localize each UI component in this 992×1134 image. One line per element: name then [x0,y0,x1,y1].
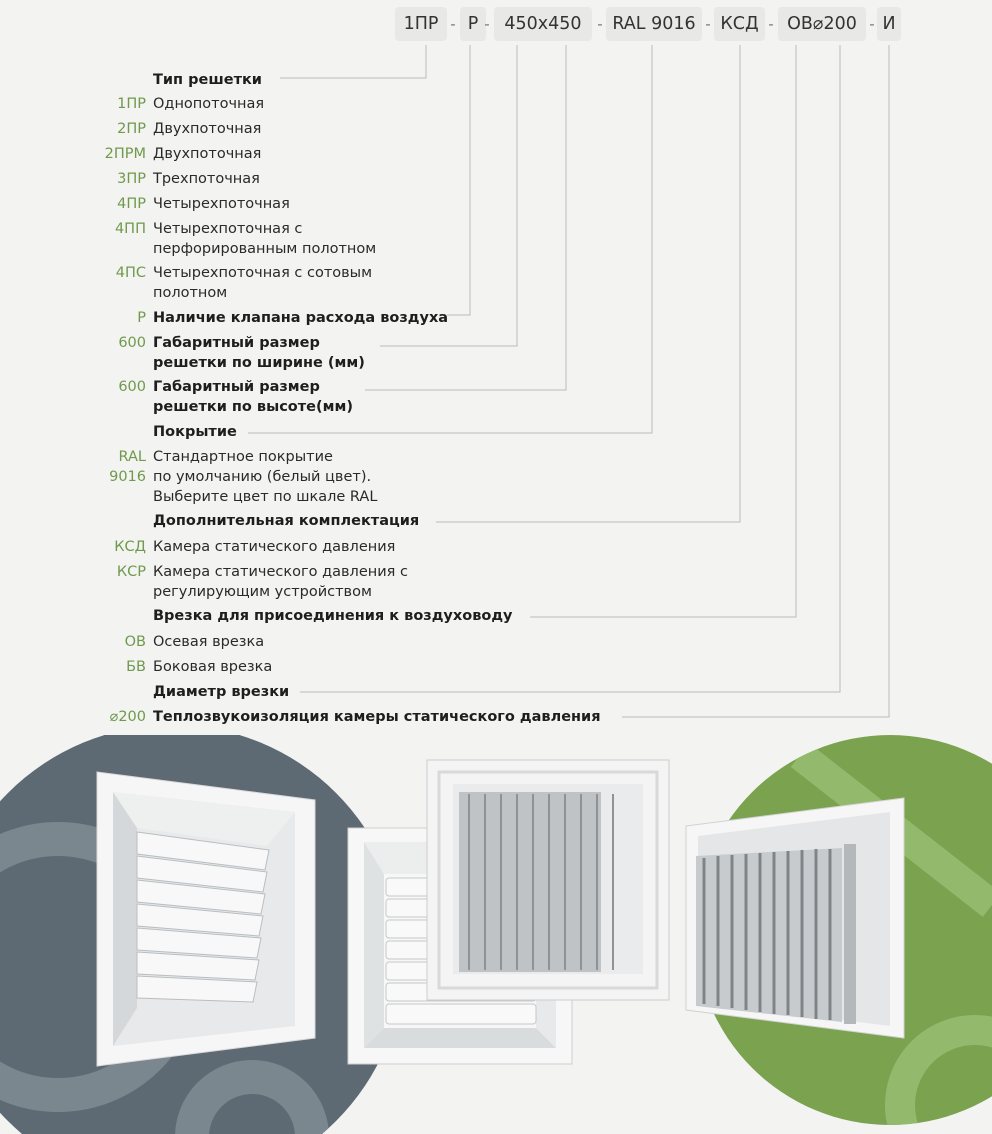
spec-label: Боковая врезка [153,659,273,675]
spec-code: 2ПРМ [104,146,146,162]
spec-code: 4ПР [117,196,146,212]
spec-code: 3ПР [117,171,146,187]
spec-code: КСР [116,564,146,580]
spec-label: Камера статического давления [153,539,396,555]
spec-label: Дополнительная комплектация [153,513,420,529]
spec-code: 600 [118,335,146,351]
code-segment: И [877,7,901,41]
code-segment: RAL 9016 [606,7,702,41]
spec-code: 2ПР [117,121,146,137]
code-segment: 1ПР [395,7,447,41]
spec-label: Стандартное покрытие по умолчанию (белый цвет). Выберите цвет по шкале RAL [153,449,378,505]
segment-separator: - [450,15,456,33]
segment-separator: - [869,15,875,33]
spec-label: Габаритный размер решетки по ширине (мм) [153,335,365,371]
segment-separator: - [597,15,603,33]
segment-separator: - [484,15,490,33]
spec-label: Наличие клапана расхода воздуха [153,310,449,326]
spec-label: Осевая врезка [153,634,265,650]
spec-label: Врезка для присоединения к воздуховоду [153,608,513,624]
spec-code: 4ПС [115,265,146,281]
spec-code: RAL 9016 [109,449,146,485]
spec-label: Трехпоточная [153,171,260,187]
spec-label: Тип решетки [153,72,262,88]
spec-label: Четырехпоточная с перфорированным полотном [153,221,377,257]
spec-label: Теплозвукоизоляция камеры статического давления [153,709,601,725]
code-segment: КСД [714,7,765,41]
spec-label: Габаритный размер решетки по высоте(мм) [153,379,353,415]
spec-code: КСД [114,539,146,555]
grille-with-damper-angled-image [684,796,906,1040]
spec-label: Покрытие [153,424,237,440]
spec-code: БВ [126,659,146,675]
spec-label: Двухпоточная [153,146,262,162]
spec-label: Четырехпоточная [153,196,290,212]
spec-label: Двухпоточная [153,121,262,137]
grille-with-vertical-damper-back-image [425,758,671,1002]
spec-code: ⌀200 [109,709,146,725]
code-segment: Р [460,7,486,41]
spec-label: Однопоточная [153,96,265,112]
spec-code: ОВ [124,634,146,650]
spec-code: 1ПР [117,96,146,112]
segment-separator: - [768,15,774,33]
spec-code: 4ПП [114,221,146,237]
code-segment: 450x450 [494,7,592,41]
single-flow-grille-angled-image [95,770,317,1070]
spec-label: Диаметр врезки [153,684,290,700]
code-segment: ОВ⌀200 [778,7,866,41]
spec-code: Р [137,310,146,326]
spec-label: Четырехпоточная с сотовым полотном [153,265,373,301]
segment-separator: - [705,15,711,33]
spec-code: 600 [118,379,146,395]
spec-label: Камера статического давления с регулирующим устройством [153,564,408,600]
